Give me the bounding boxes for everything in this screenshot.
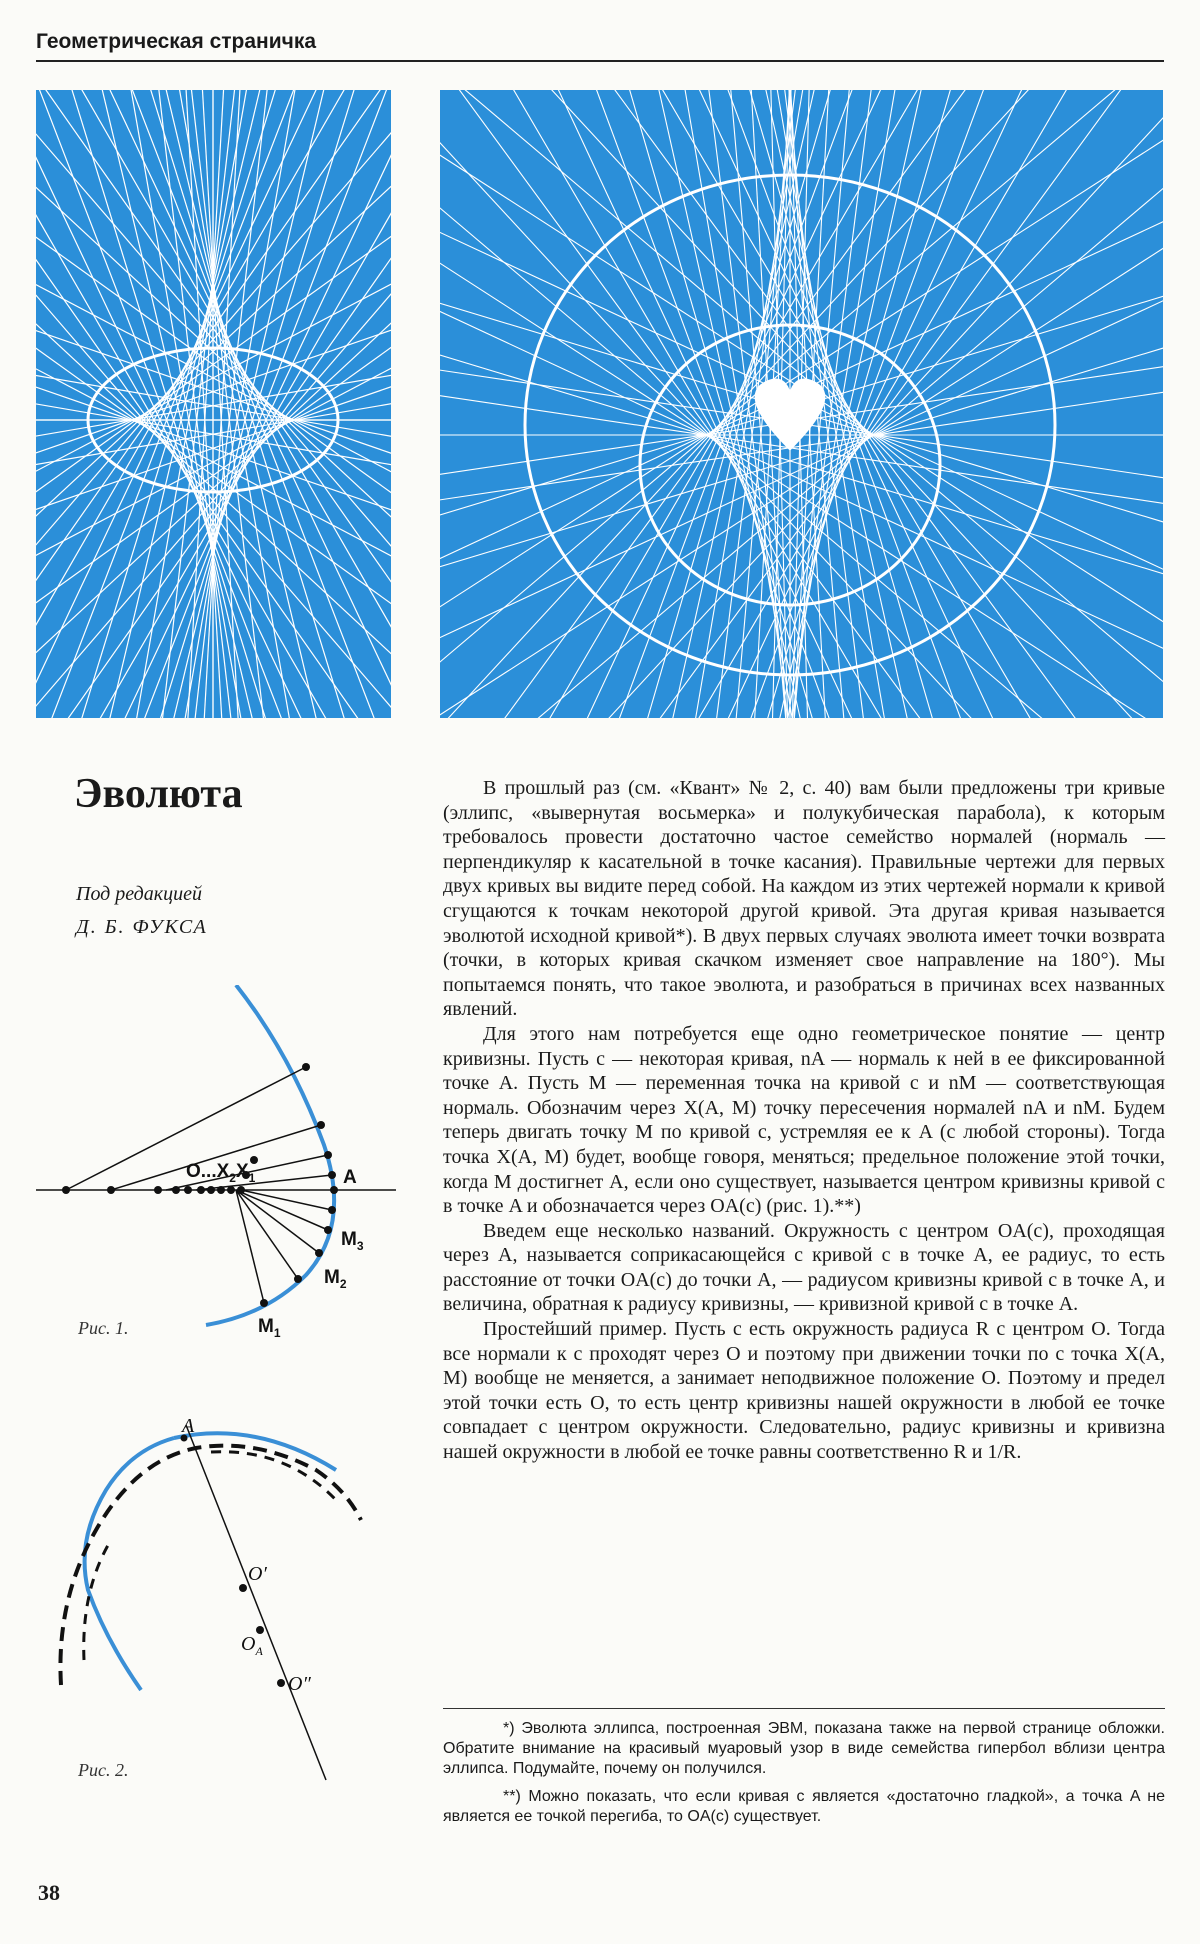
normal-line [236,1190,264,1303]
label-a: A [343,1167,357,1188]
ellipse-evolute-figure [36,90,391,718]
normal-line [598,90,1163,718]
label-o-x2-x1: $O...X_2X_1$ [186,1161,256,1185]
circle-arc-inner [84,1540,111,1660]
paragraph-2: Для этого нам потребуется еще одно геометрическое понятие — центр кривизны. Пусть c — некоторая кривая, nA — нормаль к ней в ее фиксированной точке A. Пусть M — переменная точка на кривой c и nM — соответствующая нормаль. Обозначим через X(A, M) точку пересечения нормалей nA и nM. Будем теперь двигать точку M по кривой c, устремляя ее к A (с любой стороны). Тогда точка X(A, M) будет, вообще говоря, меняться; предельное положение этой точки, когда M достигнет A, если оно существует, называется центром кривизны кривой c в точке A и обозначается через OA(c) (рис. 1).**) [443,1022,1165,1218]
section-header [36,30,1164,62]
figure-2 [36,1400,396,1805]
figure-1-caption: Рис. 1. [78,1318,129,1338]
normal-line [241,1190,332,1210]
figure-1 [36,985,406,1350]
figure-2-caption: Рис. 2. [78,1760,129,1780]
label-o-double-prime: O″ [288,1673,311,1695]
label-m2: $M_2$ [324,1267,347,1291]
label-o-prime: O′ [248,1563,267,1585]
editor-line: Под редакцией [76,883,203,905]
label-m1: $M_1$ [258,1316,281,1340]
curve-c-right [174,1433,336,1470]
normal-line [440,90,982,718]
label-m3: $M_3$ [341,1229,364,1253]
paragraph-1: В прошлый раз (см. «Квант» № 2, с. 40) вам были предложены три кривые (эллипс, «вывернутая восьмерка» и полукубическая парабола), к которым требовалось провести достаточно частое семейство нормалей (нормаль — перпендикуляр к касательной в точке касания). Правильные чертежи для первых двух кривых вы видите перед собой. На каждом из этих чертежей нормали к кривой сгущаются к точкам некоторой другой кривой. Эта другая кривая называется эволютой исходной кривой*). В двух первых случаях эволюта имеет точки возврата (точки, в которых кривая скачком изменяет свое направление на 180°). Мы попытаемся понять, что такое эволюта, и разобраться в причинах всех названных явлений. [443,777,1165,1021]
editor-name: Д. Б. ФУКСА [76,916,208,938]
circle-evolute-graphic [440,90,1163,718]
footnote-1: *) Эволюта эллипса, построенная ЭВМ, показана также на первой странице обложки. Обратите внимание на красивый муаровый узор в виде семейства гипербол вблизи центра эллипса. Подумайте, почему он получился. [443,1720,1165,1777]
label-o-a: $O_A$ [241,1633,263,1658]
figure-2-diagram [36,1400,396,1800]
normal-line [236,1190,319,1253]
ellipse-evolute-graphic [36,90,391,718]
figure-1-diagram [36,985,406,1345]
normal-line [598,90,1163,718]
footnotes [443,1708,1165,1835]
article-body [443,776,1165,1465]
footnote-2: **) Можно показать, что если кривая c является «достаточно гладкой», а точка A не является ее точкой перегиба, то OA(c) существует. [443,1788,1165,1825]
label-a: A [182,1415,195,1437]
paragraph-3: Введем еще несколько названий. Окружность с центром OA(c), проходящая через A, называется соприкасающейся с кривой c в точке A, ее радиус, то есть расстояние от точки OA(c) до точки A, — радиусом кривизны кривой c в точке A, и величина, обратная к радиусу кривизны, — кривизной кривой c в точке A. [443,1219,1165,1316]
page-number: 38 [38,1880,60,1905]
editor-credit [76,878,208,944]
normal-line [440,90,982,718]
paragraph-4: Простейший пример. Пусть c есть окружность радиуса R с центром O. Тогда все нормали к c проходят через O и поэтому при движении точки по c точка X(A, M) вообще не меняется, а занимает неподвижное положение O. Поэтому и предел этой точки есть O, то есть центр кривизны нашей окружности в любой ее точке совпадает с центром окружности. Следовательно, радиус кривизны и кривизна нашей окружности в любой ее точке равны соответственно R и 1/R. [443,1318,1165,1464]
article-title: Эволюта [74,771,243,817]
section-title: Геометрическая страничка [36,30,317,53]
points [62,1063,338,1307]
circle-evolute-figure [440,90,1163,718]
normal-line [186,1425,326,1780]
